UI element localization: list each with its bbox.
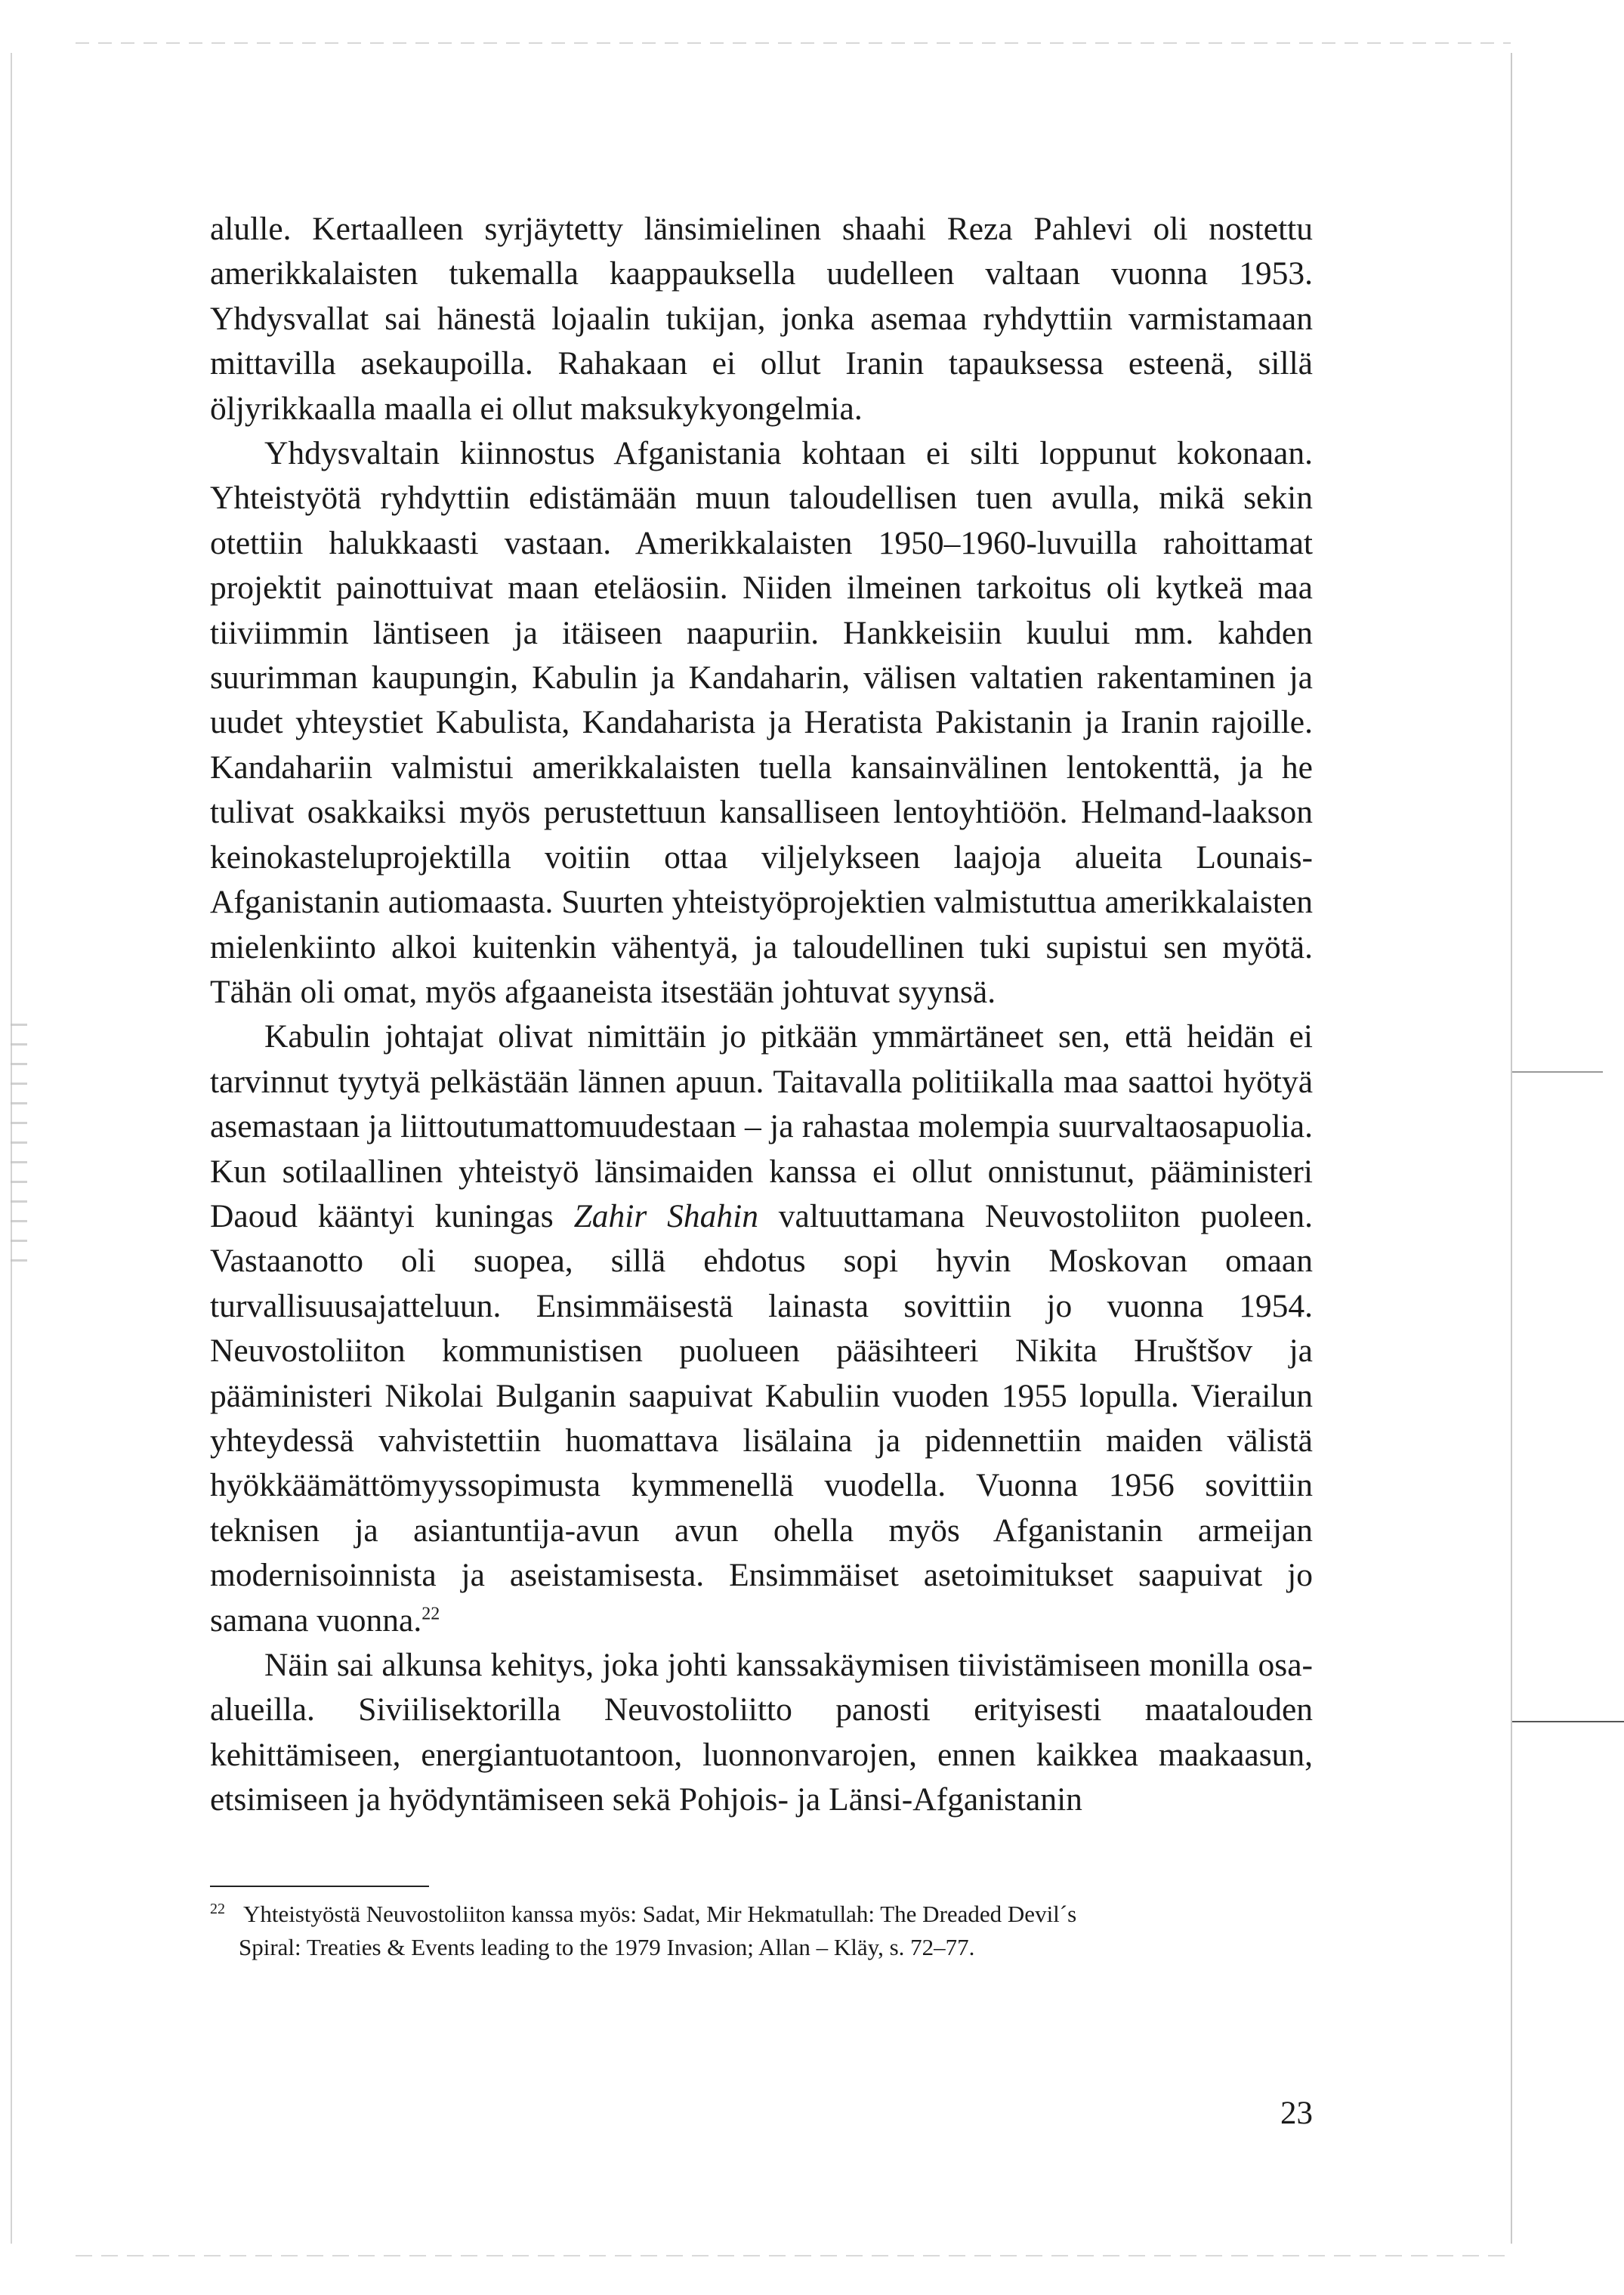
footnote-line-1 bbox=[210, 1898, 1313, 1931]
paragraph-2: Yhdysvaltain kiinnostus Afganistania kohtaan ei silti loppunut kokonaan. Yhteistyötä ryhdyttiin edistämään muun taloudellisen tuen avulla, mikä sekin otettiin halukkaasti vastaan. Amerikkalaisten 1950–1960-luvuilla rahoittamat projektit painottuivat maan eteläosiin. Niiden ilmeinen tarkoitus oli kytkeä maa tiiviimmin läntiseen ja itäiseen naapuriin. Hankkeisiin kuului mm. kahden suurimman kaupungin, Kabulin ja Kandaharin, välisen valtatien rakentaminen ja uudet yhteystiet Kabulista, Kandaharista ja Heratista Pakistanin ja Iranin rajoille. Kandahariin valmistui amerikkalaisten tuella kansainvälinen lentokenttä, ja he tulivat osakkaiksi myös perustettuun kansalliseen lentoyhtiöön. Helmand-laakson keinokasteluprojektilla voitiin ottaa viljelykseen laajoja alueita Lounais-Afganistanin autiomaasta. Suurten yhteistyöprojektien valmistuttua amerikkalaisten mielenkiinto alkoi kuitenkin vähentyä, ja taloudellinen tuki supistui sen myötä. Tähän oli omat, myös afgaaneista itsestään johtuvat syynsä. bbox=[210, 435, 1313, 1010]
paragraph-3-end: valtuuttamana Neuvostoliiton puoleen. Vastaanotto oli suopea, sillä ehdotus sopi hyvin Moskovan omaan turvallisuusajatteluun. Ensimmäisestä lainasta sovittiin jo vuonna 1954. Neuvostoliiton kommunistisen puolueen pääsihteeri Nikita Hruštšov ja pääministeri Nikolai Bulganin saapuivat Kabuliin vuoden 1955 lopulla. Vierailun yhteydessä vahvistettiin huomattava lisälaina ja pidennettiin maiden välistä hyökkäämättömyyssopimusta kymmenellä vuodella. Vuonna 1956 sovittiin teknisen ja asiantuntija-avun avun ohella myös Afganistanin armeijan modernisoinnista ja aseistamisesta. Ensimmäiset asetoimitukset saapuivat jo samana vuonna. bbox=[210, 1197, 1313, 1639]
footnote bbox=[210, 1898, 1313, 1964]
paragraph-1: alulle. Kertaalleen syrjäytetty länsimielinen shaahi Reza Pahlevi oli nostettu amerikkalaisten tukemalla kaappauksella uudelleen valtaan vuonna 1953. Yhdysvallat sai hänestä lojaalin tukijan, jonka asemaa ryhdyttiin varmistamaan mittavilla asekaupoilla. Rahakaan ei ollut Iranin tapauksessa esteenä, sillä öljyrikkaalla maalla ei ollut maksukykyongelmia. bbox=[210, 211, 1313, 427]
paragraph-4: Näin sai alkunsa kehitys, joka johti kanssakäymisen tiivistämiseen monilla osa-alueilla. Siviilisektorilla Neuvostoliitto panosti erityisesti maatalouden kehittämiseen, energiantuotantoon, luonnonvarojen, ennen kaikkea maakaasun, etsimiseen ja hyödyntämiseen sekä Pohjois- ja Länsi-Afganistanin bbox=[210, 1647, 1313, 1818]
footnote-rule bbox=[210, 1886, 429, 1887]
body-text bbox=[210, 207, 1313, 1823]
page-number: 23 bbox=[1280, 2096, 1313, 2131]
scan-mark-right-upper bbox=[1512, 1071, 1603, 1073]
footnote-reference: 22 bbox=[421, 1604, 440, 1624]
scan-edge-bottom bbox=[76, 2255, 1511, 2256]
scan-edge-top bbox=[76, 42, 1511, 44]
footnote-text-1: Yhteistyöstä Neuvostoliiton kanssa myös: Sadat, Mir Hekmatullah: The Dreaded Devil´s bbox=[243, 1901, 1077, 1927]
scan-mark-right-lower bbox=[1512, 1721, 1624, 1722]
paragraph-3 bbox=[210, 1015, 1313, 1643]
italic-name: Zahir Shahin bbox=[573, 1197, 758, 1234]
scan-specks-left bbox=[11, 1024, 27, 1265]
paragraph-3-start: Kabulin johtajat olivat nimittäin jo pitkään ymmärtäneet sen, että heidän ei tarvinnut tyytyä pelkästään lännen apuun. Taitavalla politiikalla maa saattoi hyötyä asemastaan ja liittoutumattomuudestaan – ja rahastaa molempia suurvaltaosapuolia. Kun sotilaallinen yhteistyö länsimaiden kanssa ei ollut onnistunut, pääministeri Daoud kääntyi kuningas bbox=[210, 1018, 1313, 1234]
footnote-line-2: Spiral: Treaties & Events leading to the 1979 Invasion; Allan – Kläy, s. 72–77. bbox=[239, 1934, 975, 1960]
scan-edge-right bbox=[1511, 53, 1512, 2244]
footnote-number: 22 bbox=[210, 1900, 225, 1917]
